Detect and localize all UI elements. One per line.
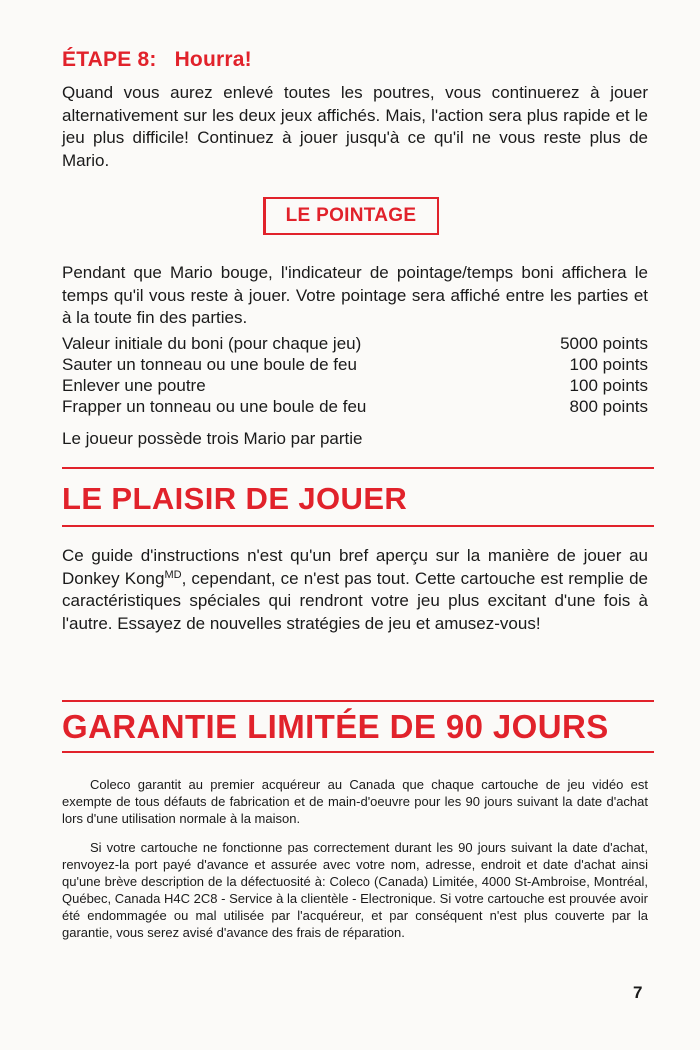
score-label: Frapper un tonneau ou une boule de feu (62, 397, 367, 416)
garantie-paragraph-2: Si votre cartouche ne fonctionne pas correctement durant les 90 jours suivant la date d'achat, renvoyez-la port payé d'avance et assurée avec votre nom, adresse, endroit et date d'achat ainsi qu'une brève description de la défectuosité à: Coleco (Canada) Limitée, 4000 St-Ambroise, Montréal, Québec, Canada H4C 2C8 - Service à la clientèle - Electronique. Si votre cartouche est prouvée avoir été endommagée ou mal utilisée par l'acquéreur, et par conséquent n'est plus couverte par la garantie, vous serez avisé d'avance des frais de réparation. (62, 840, 648, 940)
mario-lives-note: Le joueur possède trois Mario par partie (62, 429, 363, 448)
plaisir-text-after: , cependant, ce n'est pas tout. Cette cartouche est remplie de caractéristiques spéciales qui rendront votre jeu plus excitant d'une fois à l'autre. Essayez de nouvelles stratégies de jeu et amusez-vous! (62, 568, 648, 633)
score-row (62, 396, 648, 417)
plaisir-text-before: Ce guide d'instructions n'est qu'un bref aperçu sur la manière de jouer au Donkey Kong (62, 546, 648, 588)
score-label: Valeur initiale du boni (pour chaque jeu) (62, 334, 362, 353)
pointage-heading: LE POINTAGE (285, 205, 417, 226)
score-label: Enlever une poutre (62, 376, 206, 395)
score-row (62, 375, 648, 396)
garantie-paragraph-1: Coleco garantit au premier acquéreur au Canada que chaque cartouche de jeu vidéo est exempte de tous défauts de fabrication et de main-d'oeuvre pour les 90 jours suivant la date d'achat lors d'une utilisation normale à la maison. (62, 777, 648, 826)
step8-heading (62, 48, 252, 72)
divider-rule (62, 751, 654, 753)
score-points: 100 points (569, 355, 648, 374)
step8-title: Hourra! (174, 48, 252, 71)
plaisir-paragraph (62, 545, 648, 635)
trademark-mark: MD (164, 568, 182, 581)
divider-rule (62, 525, 654, 527)
score-table (62, 333, 648, 417)
score-row (62, 333, 648, 354)
score-row (62, 354, 648, 375)
pointage-paragraph: Pendant que Mario bouge, l'indicateur de pointage/temps boni affichera le temps qu'il vous reste à jouer. Votre pointage sera affiché entre les parties et à la toute fin des parties. (62, 263, 648, 327)
score-points: 5000 points (560, 334, 648, 353)
step8-label: ÉTAPE 8: (62, 48, 157, 71)
plaisir-heading: LE PLAISIR DE JOUER (62, 481, 408, 516)
score-points: 100 points (569, 376, 648, 395)
divider-rule (62, 700, 654, 702)
score-points: 800 points (569, 397, 648, 416)
step8-paragraph: Quand vous aurez enlevé toutes les poutres, vous continuerez à jouer alternativement sur les deux jeux affichés. Mais, l'action sera plus rapide et le jeu plus difficile! Continuez à jouer jusqu'à ce qu'il ne vous reste plus de Mario. (62, 83, 648, 170)
score-label: Sauter un tonneau ou une boule de feu (62, 355, 357, 374)
pointage-heading-box (263, 197, 439, 235)
garantie-heading: GARANTIE LIMITÉE DE 90 JOURS (62, 708, 609, 745)
page-number: 7 (633, 983, 643, 1002)
divider-rule (62, 467, 654, 469)
